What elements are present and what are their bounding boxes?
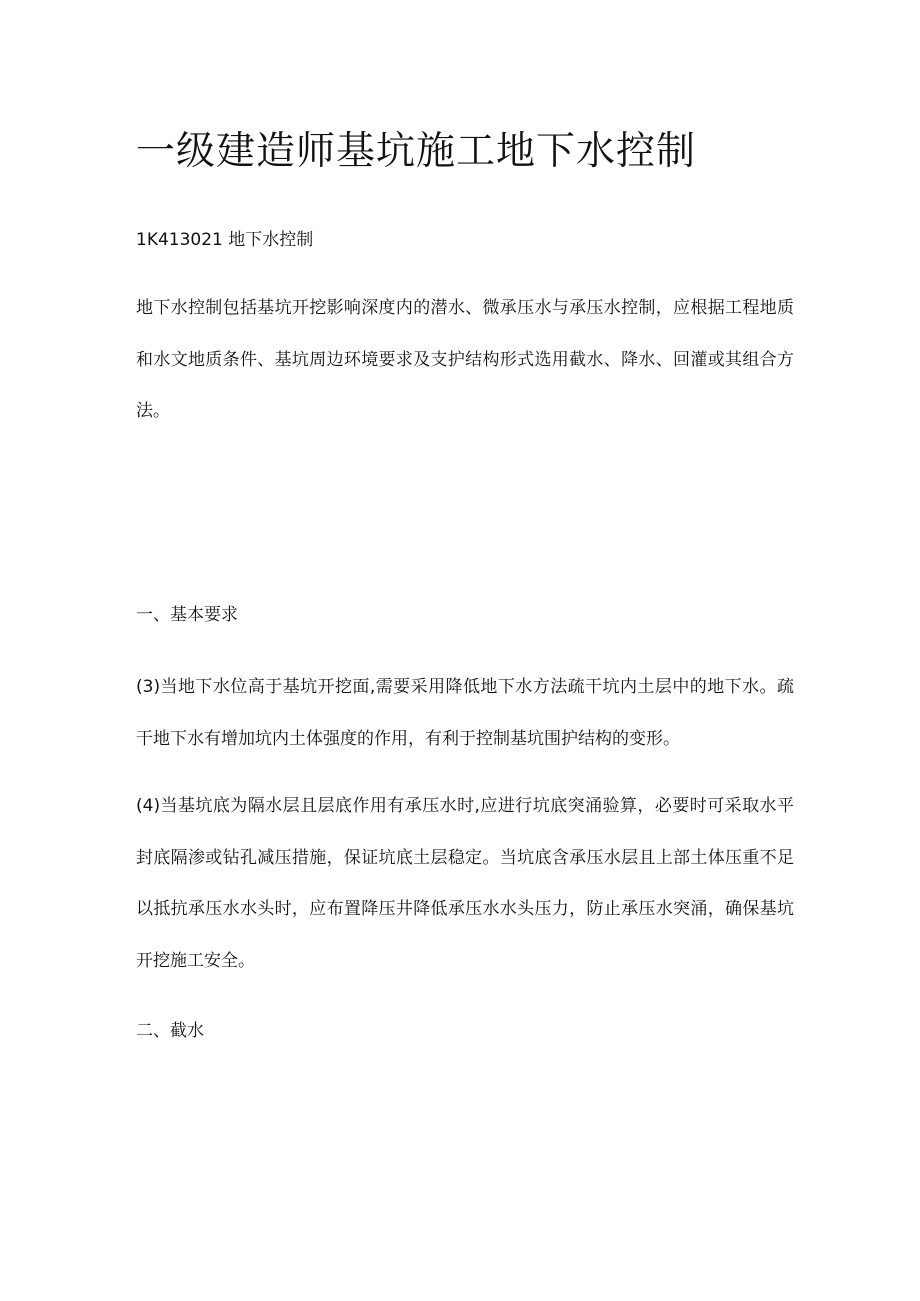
heading-water-cutoff: 二、截水 bbox=[136, 1021, 204, 1041]
heading-basic-requirements: 一、基本要求 bbox=[136, 605, 238, 625]
item-4-paragraph: (4)当基坑底为隔水层且层底作用有承压水时,应进行坑底突涌验算，必要时可采取水平封底隔渗或钻孔减压措施，保证坑底土层稳定。当坑底含承压水层且上部土体压重不足以抵抗承压水水头时，应布置降压井降低承压水水头压力，防止承压水突涌，确保基坑开挖施工安全。 bbox=[136, 796, 794, 971]
document-title: 一级建造师基坑施工地下水控制 bbox=[136, 129, 697, 174]
intro-paragraph: 地下水控制包括基坑开挖影响深度内的潜水、微承压水与承压水控制，应根据工程地质和水文地质条件、基坑周边环境要求及支护结构形式选用截水、降水、回灌或其组合方法。 bbox=[136, 298, 794, 421]
item-3-paragraph: (3)当地下水位高于基坑开挖面,需要采用降低地下水方法疏干坑内土层中的地下水。疏干地下水有增加坑内土体强度的作用，有利于控制基坑围护结构的变形。 bbox=[136, 677, 794, 749]
section-code: 1K413021 地下水控制 bbox=[136, 230, 314, 250]
